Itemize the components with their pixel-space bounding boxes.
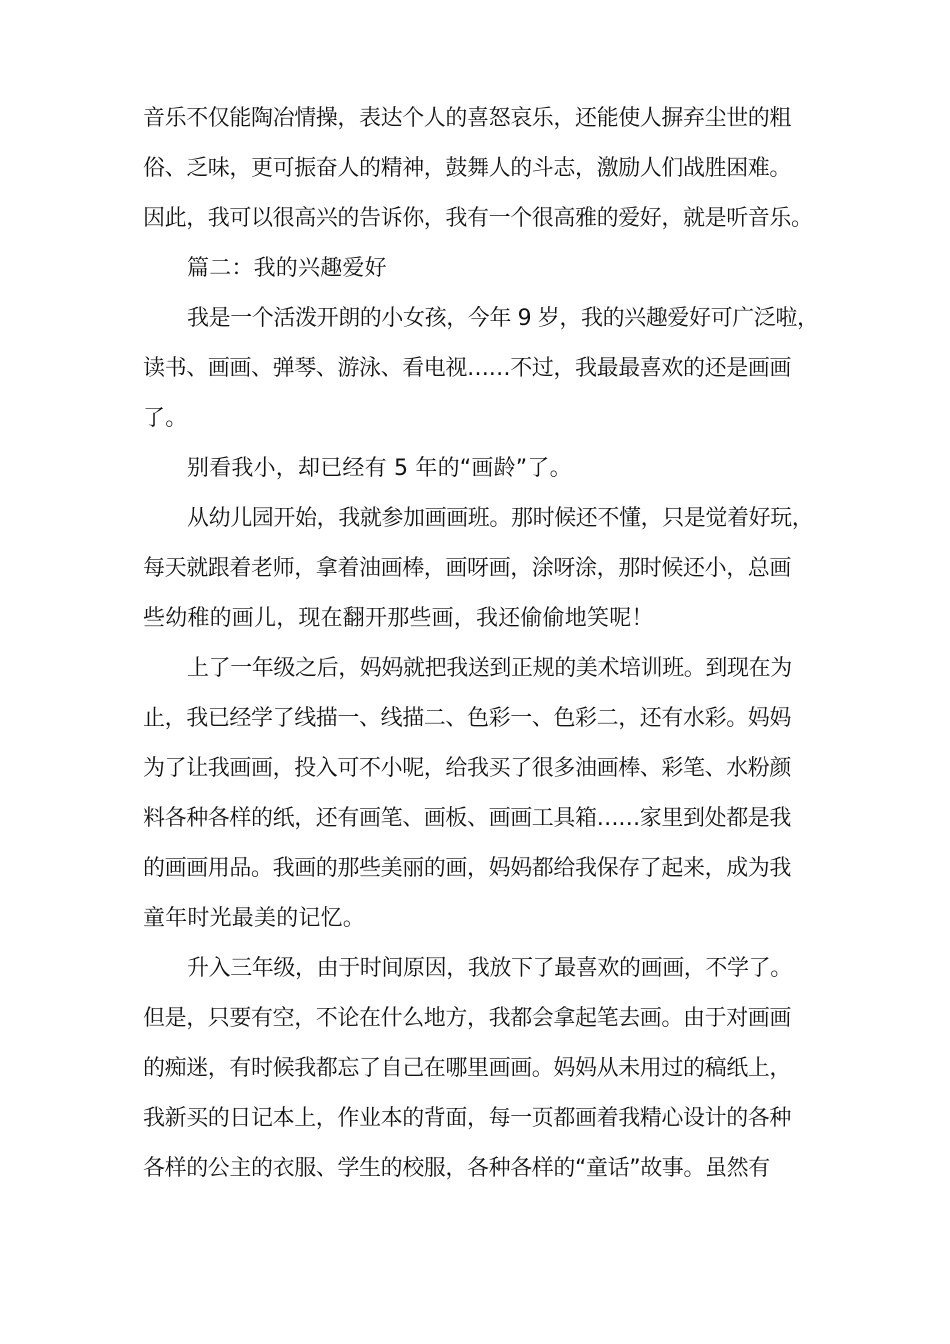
text-line: 为了让我画画，投入可不小呢，给我买了很多油画棒、彩笔、水粉颜 (143, 756, 792, 781)
text-line: 止，我已经学了线描一、线描二、色彩一、色彩二，还有水彩。妈妈 (143, 706, 792, 731)
text-line: 上了一年级之后，妈妈就把我送到正规的美术培训班。到现在为 (187, 656, 792, 681)
text-line: 升入三年级，由于时间原因，我放下了最喜欢的画画，不学了。 (187, 956, 792, 981)
text-line: 从幼儿园开始，我就参加画画班。那时候还不懂，只是觉着好玩， (187, 506, 814, 531)
text-line: 的痴迷，有时候我都忘了自己在哪里画画。妈妈从未用过的稿纸上， (143, 1056, 792, 1081)
text-line: 别看我小，却已经有 5 年的“画龄”了。 (187, 456, 572, 481)
text-line: 各样的公主的衣服、学生的校服，各种各样的“童话”故事。虽然有 (143, 1156, 770, 1181)
text-line: 我新买的日记本上，作业本的背面，每一页都画着我精心设计的各种 (143, 1106, 792, 1131)
text-line: 我是一个活泼开朗的小女孩，今年 9 岁，我的兴趣爱好可广泛啦， (187, 306, 819, 331)
text-line: 童年时光最美的记忆。 (143, 906, 366, 931)
text-line: 些幼稚的画儿，现在翻开那些画，我还偷偷地笑呢！ (143, 606, 654, 631)
section-heading: 篇二：我的兴趣爱好 (187, 256, 387, 281)
text-line: 读书、画画、弹琴、游泳、看电视……不过，我最最喜欢的还是画画 (143, 356, 792, 381)
text-line: 音乐不仅能陶冶情操，表达个人的喜怒哀乐，还能使人摒弃尘世的粗 (143, 106, 792, 131)
text-line: 的画画用品。我画的那些美丽的画，妈妈都给我保存了起来，成为我 (143, 856, 792, 881)
text-line: 料各种各样的纸，还有画笔、画板、画画工具箱……家里到处都是我 (143, 806, 792, 831)
text-line: 了。 (143, 406, 188, 431)
text-line: 但是，只要有空，不论在什么地方，我都会拿起笔去画。由于对画画 (143, 1006, 792, 1031)
text-line: 俗、乏味，更可振奋人的精神，鼓舞人的斗志，激励人们战胜困难。 (143, 156, 792, 181)
text-line: 因此，我可以很高兴的告诉你，我有一个很高雅的爱好，就是听音乐。 (143, 206, 813, 231)
text-line: 每天就跟着老师，拿着油画棒，画呀画，涂呀涂，那时候还小，总画 (143, 556, 792, 581)
document-body (143, 94, 823, 1194)
